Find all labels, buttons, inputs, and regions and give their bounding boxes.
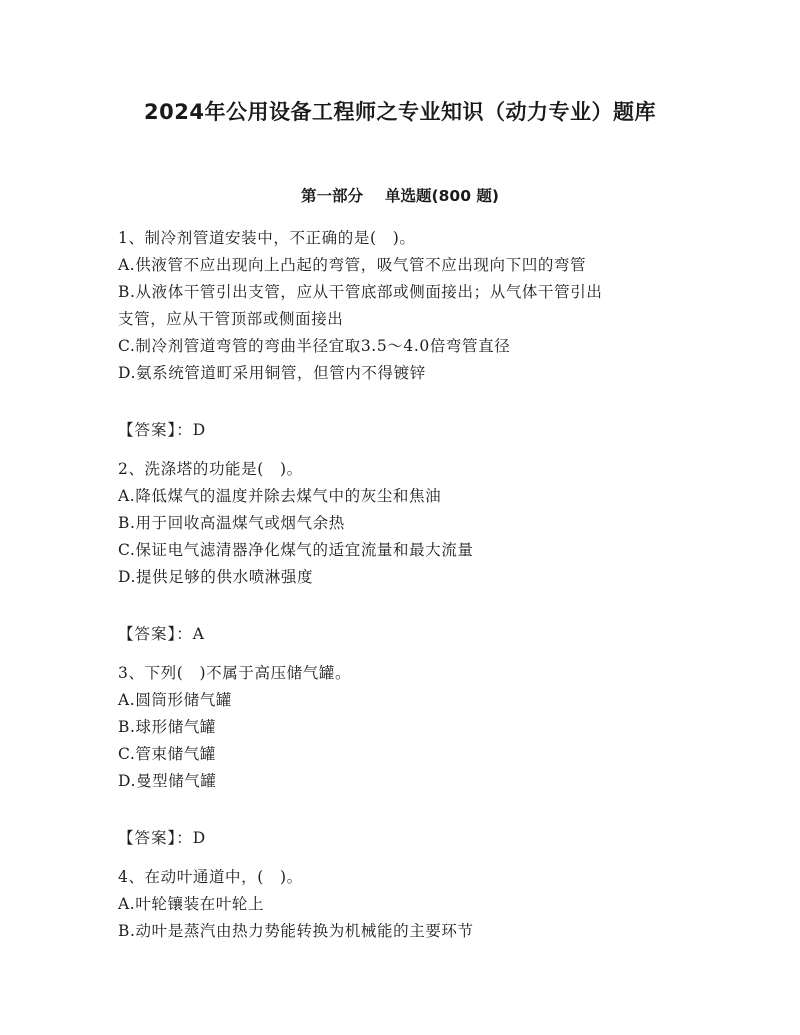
section-part: 第一部分 — [301, 187, 364, 205]
answer-label: 【答案】： — [118, 829, 193, 847]
question-2-option-c: C.保证电气滤清器净化煤气的适宜流量和最大流量 — [118, 541, 474, 559]
answer-label: 【答案】： — [118, 625, 193, 643]
question-3-option-a: A.圆筒形储气罐 — [118, 691, 232, 709]
question-3-option-b: B.球形储气罐 — [118, 718, 217, 736]
answer-value: D — [192, 829, 206, 847]
answer-value: A — [192, 625, 205, 643]
question-1-answer — [118, 418, 206, 440]
question-1-stem: 1、制冷剂管道安装中，不正确的是( )。 — [118, 229, 416, 247]
question-3-stem: 3、下列( )不属于高压储气罐。 — [118, 664, 352, 682]
question-2-option-d: D.提供足够的供水喷淋强度 — [118, 568, 314, 586]
question-1-option-c: C.制冷剂管道弯管的弯曲半径宜取3.5～4.0倍弯管直径 — [118, 337, 511, 355]
question-2-answer — [118, 622, 205, 644]
section-name: 单选题(800 题) — [385, 187, 499, 205]
question-2-option-a: A.降低煤气的温度并除去煤气中的灰尘和焦油 — [118, 487, 442, 505]
question-4-option-b: B.动叶是蒸汽由热力势能转换为机械能的主要环节 — [118, 922, 474, 940]
answer-value: D — [192, 421, 206, 439]
question-3-option-d: D.曼型储气罐 — [118, 772, 217, 790]
question-3-option-c: C.管束储气罐 — [118, 745, 216, 763]
question-1-option-b: B.从液体干管引出支管，应从干管底部或侧面接出；从气体干管引出 — [118, 283, 603, 301]
question-3-answer — [118, 826, 206, 848]
question-4-stem: 4、在动叶通道中，( )。 — [118, 868, 303, 886]
question-1-option-d: D.氨系统管道町采用铜管，但管内不得镀锌 — [118, 364, 426, 382]
answer-label: 【答案】： — [118, 421, 193, 439]
section-heading — [0, 184, 800, 206]
question-1-option-a: A.供液管不应出现向上凸起的弯管，吸气管不应出现向下凹的弯管 — [118, 256, 587, 274]
page-title: 2024年公用设备工程师之专业知识（动力专业）题库 — [144, 100, 656, 124]
question-2-stem: 2、洗涤塔的功能是( )。 — [118, 460, 303, 478]
question-4-option-a: A.叶轮镶装在叶轮上 — [118, 895, 265, 913]
question-1-option-b-cont: 支管，应从干管顶部或侧面接出 — [118, 310, 344, 328]
question-2-option-b: B.用于回收高温煤气或烟气余热 — [118, 514, 345, 532]
